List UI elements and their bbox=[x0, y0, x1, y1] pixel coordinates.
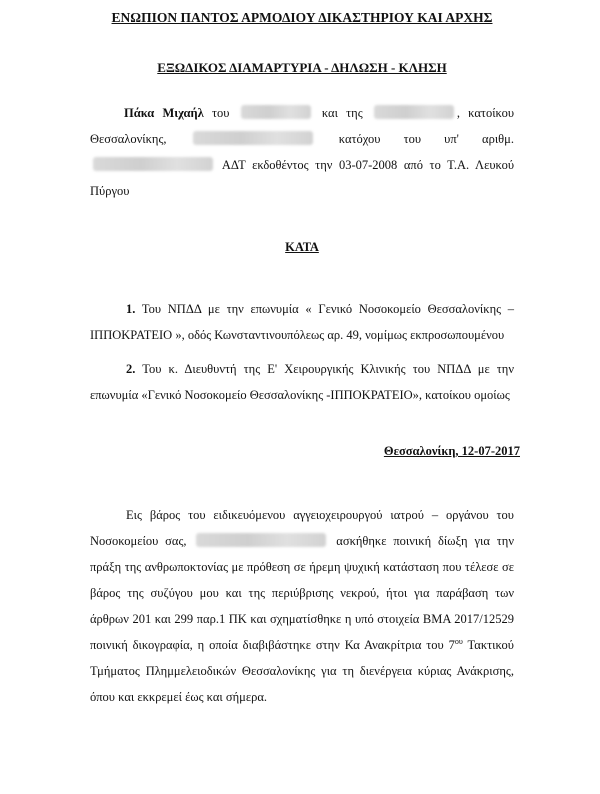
party-text-5: ΑΔΤ εκδοθέντος την 03-07-2008 από το Τ.Α. Λευκού Πύργου bbox=[90, 158, 515, 198]
redacted-father-name bbox=[241, 105, 311, 119]
body-paragraph bbox=[90, 502, 514, 710]
party-paragraph bbox=[90, 100, 514, 204]
ordinal-suffix: ου bbox=[454, 636, 463, 646]
party-text-2: και της bbox=[321, 106, 363, 120]
list-item-number: 1. bbox=[126, 302, 136, 316]
list-item-text: Του ΝΠΔΔ με την επωνυμία « Γενικό Νοσοκομείο Θεσσαλονίκης –ΙΠΠΟΚΡΑΤΕΙΟ », οδός Κωνσταντινουπόλεως αρ. 49, νομίμως εκπροσωπουμένου bbox=[90, 302, 515, 342]
redacted-doctor-name bbox=[196, 533, 326, 547]
list-item bbox=[90, 356, 514, 408]
list-item-text: Του κ. Διευθυντή της Ε' Χειρουργικής Κλινικής του ΝΠΔΔ με την επωνυμία «Γενικό Νοσοκομείο Θεσσαλονίκης -ΙΠΠΟΚΡΑΤΕΙΟ», κατοίκου ομοίως bbox=[90, 362, 514, 402]
party-text-1: του bbox=[211, 106, 230, 120]
body-text-before: Εις βάρος του ειδικευόμενου αγγειοχειρουργού ιατρού – οργάνου του Νοσοκομείου σας, bbox=[90, 508, 514, 548]
date-line: Θεσσαλονίκη, 12-07-2017 bbox=[383, 444, 520, 458]
redacted-id-number bbox=[93, 157, 213, 171]
party-text-4: κατόχου του υπ' αριθμ. bbox=[338, 132, 514, 146]
document-title: ΕΝΩΠΙΟΝ ΠΑΝΤΟΣ ΑΡΜΟΔΙΟΥ ΔΙΚΑΣΤΗΡΙΟΥ ΚΑΙ ΑΡΧΗΣ bbox=[111, 10, 493, 25]
against-heading: ΚΑΤΑ bbox=[285, 240, 319, 254]
list-item bbox=[90, 296, 514, 348]
document-subtitle: ΕΞΩΔΙΚΟΣ ΔΙΑΜΑΡΤΥΡΙΑ - ΔΗΛΩΣΗ - ΚΛΗΣΗ bbox=[157, 60, 447, 75]
list-item-number: 2. bbox=[126, 362, 136, 376]
respondents-list bbox=[90, 296, 514, 408]
redacted-mother-name bbox=[374, 105, 454, 119]
redacted-address bbox=[193, 131, 313, 145]
body-text-after: ασκήθηκε ποινική δίωξη για την πράξη της ανθρωποκτονίας με πρόθεση σε ήρεμη ψυχική κατάσταση που τέλεσε σε βάρος της συζύγου μου και της περιύβρισης νεκρού, ήτοι για παράβαση των άρθρων 201 και 299 παρ.1 ΠΚ και σχηματίσθηκε η υπό στοιχεία ΒΜΑ 2017/12529 ποινική δικογραφία, η οποία διαβιβάστηκε στην Κα Ανακρίτρια του 7 bbox=[90, 534, 514, 652]
party-name: Πάκα Μιχαήλ bbox=[124, 106, 204, 120]
party-text-3: , κατοίκου Θεσσαλονίκης, bbox=[90, 106, 515, 146]
body-text-end: Τακτικού Τμήματος Πλημμελειοδικών Θεσσαλονίκης για τη διενέργεια κύριας Ανάκρισης, όπου και εκκρεμεί έως και σήμερα. bbox=[90, 638, 514, 704]
